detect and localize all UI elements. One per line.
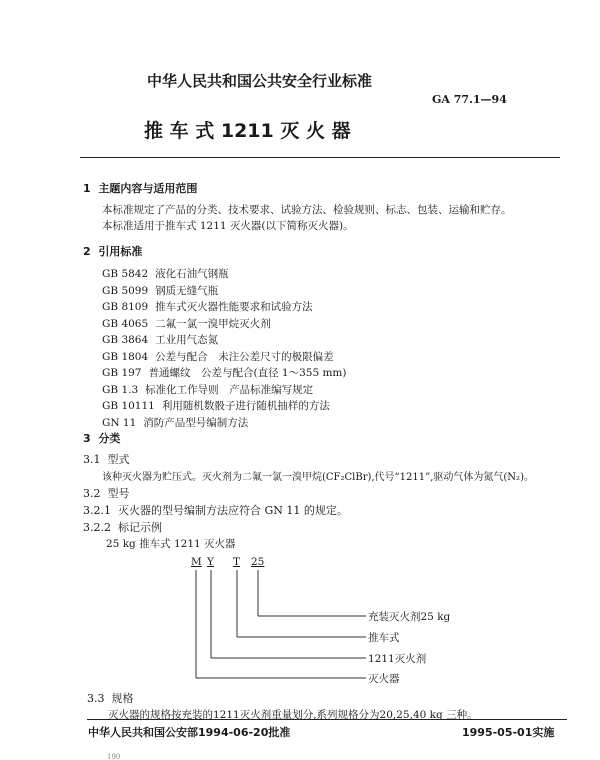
diagram-label: 灭火器 <box>368 673 400 685</box>
section-3-heading: 3 分类 <box>83 432 121 445</box>
effective-date: 1995-05-01实施 <box>462 726 555 739</box>
document-title: 推 车 式 1211 灭 火 器 <box>144 120 351 142</box>
diagram-label: 1211灭火剂 <box>368 653 427 665</box>
approval-date: 中华人民共和国公安部1994-06-20批准 <box>88 726 291 739</box>
model-letter-m: M <box>191 556 202 568</box>
reference-item: GB 197 普通螺纹 公差与配合(直径 1～355 mm) <box>102 367 347 379</box>
section-3-1-text: 该种灭火器为贮压式。灭火剂为二氟一氯一溴甲烷(CF₂ClBr),代号“1211”,驱动气体为氮气(N₂)。 <box>102 472 534 483</box>
section-3-1-heading: 3.1 型式 <box>83 453 130 466</box>
reference-item: GB 8109 推车式灭火器性能要求和试验方法 <box>102 301 313 313</box>
standard-code: GA 77.1—94 <box>432 93 507 106</box>
reference-item: GB 1.3 标准化工作导则 产品标准编写规定 <box>102 383 314 396</box>
reference-item: GB 4065 二氟一氯一溴甲烷灭火剂 <box>102 317 271 330</box>
section-3-3-heading: 3.3 规格 <box>87 692 134 705</box>
reference-item: GB 10111 利用随机数骰子进行随机抽样的方法 <box>102 400 330 412</box>
reference-item: GB 3864 工业用气态氮 <box>102 334 219 346</box>
diagram-label: 充装灭火剂25 kg <box>368 611 451 623</box>
marking-example-title: 25 kg 推车式 1211 灭火器 <box>106 538 236 550</box>
section-1-p1: 本标准规定了产品的分类、技术要求、试验方法、检验规则、标志、包装、运输和贮存。 <box>102 204 512 216</box>
section-1-p2: 本标准适用于推车式 1211 灭火器(以下简称灭火器)。 <box>102 220 354 232</box>
model-number-25: 25 <box>251 556 265 568</box>
section-3-2-heading: 3.2 型号 <box>83 487 130 500</box>
footer-rule <box>87 719 567 720</box>
model-letter-y: Y <box>207 556 214 568</box>
reference-item: GB 5842 液化石油气钢瓶 <box>102 268 229 280</box>
reference-item: GB 1804 公差与配合 未注公差尺寸的极限偏差 <box>102 350 334 363</box>
section-1-heading: 1 主题内容与适用范围 <box>83 182 198 195</box>
section-2-heading: 2 引用标准 <box>83 245 143 258</box>
section-3-2-1: 3.2.1 灭火器的型号编制方法应符合 GN 11 的规定。 <box>83 504 348 517</box>
model-letter-t: T <box>233 556 241 568</box>
reference-item: GB 5099 钢质无缝气瓶 <box>102 284 219 297</box>
diagram-label: 推车式 <box>368 632 400 644</box>
page-number: 190 <box>107 753 121 760</box>
section-3-3-text: 灭火器的规格按充装的1211灭火剂重量划分,系列规格分为20,25,40 kg 三种。 <box>108 709 478 721</box>
section-3-2-2-heading: 3.2.2 标记示例 <box>83 521 162 534</box>
reference-item: GN 11 消防产品型号编制方法 <box>102 416 249 429</box>
issuing-org: 中华人民共和国公共安全行业标准 <box>147 72 373 90</box>
